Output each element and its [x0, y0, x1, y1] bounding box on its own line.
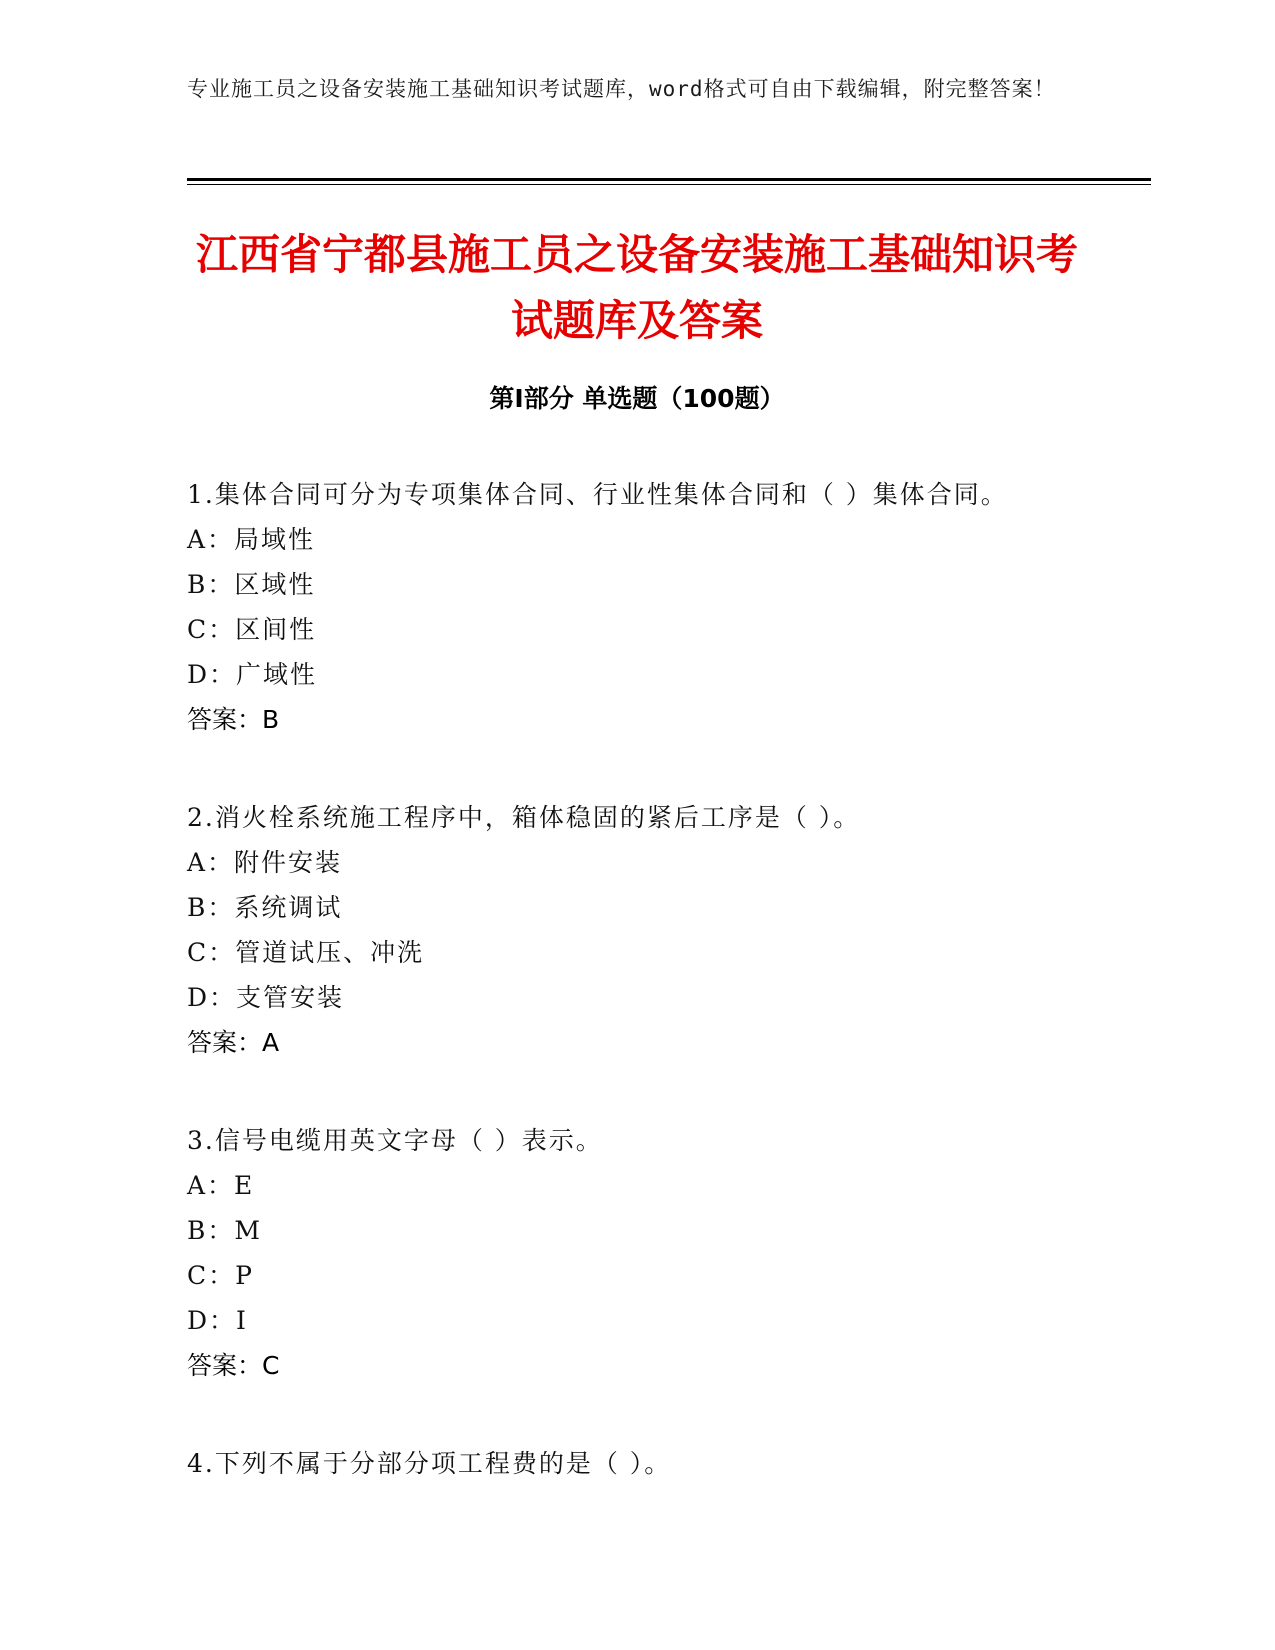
answer: 答案：B	[187, 705, 280, 734]
section-heading: 第Ⅰ部分 单选题（100题）	[489, 384, 785, 413]
question-stem: 2.消火栓系统施工程序中，箱体稳固的紧后工序是（ ）。	[187, 803, 861, 832]
question-stem: 3.信号电缆用英文字母（ ）表示。	[187, 1126, 603, 1155]
option-d: D：广域性	[187, 660, 318, 689]
option-c: C：区间性	[187, 615, 317, 644]
option-b: B：系统调试	[187, 893, 343, 922]
option-c: C：P	[187, 1261, 254, 1290]
option-b: B：M	[187, 1216, 262, 1245]
question-2	[187, 795, 1107, 1065]
header-rule-thin	[187, 184, 1151, 185]
header-rule-thick	[187, 178, 1151, 181]
option-a: A：附件安装	[187, 848, 343, 877]
question-stem: 1.集体合同可分为专项集体合同、行业性集体合同和（ ）集体合同。	[187, 480, 1008, 509]
document-title: 江西省宁都县施工员之设备安装施工基础知识考试题库及答案	[195, 230, 1078, 345]
question-4	[187, 1441, 1107, 1486]
option-b: B：区域性	[187, 570, 316, 599]
answer: 答案：A	[187, 1028, 280, 1057]
question-stem: 4.下列不属于分部分项工程费的是（ ）。	[187, 1449, 672, 1478]
option-d: D：I	[187, 1306, 248, 1335]
option-c: C：管道试压、冲洗	[187, 938, 425, 967]
option-a: A：局域性	[187, 525, 316, 554]
question-list	[187, 472, 1107, 1539]
option-d: D：支管安装	[187, 983, 345, 1012]
question-1	[187, 472, 1107, 742]
answer: 答案：C	[187, 1351, 280, 1380]
question-3	[187, 1118, 1107, 1388]
option-a: A：E	[187, 1171, 255, 1200]
header-note: 专业施工员之设备安装施工基础知识考试题库，word格式可自由下载编辑，附完整答案！	[187, 77, 1056, 101]
